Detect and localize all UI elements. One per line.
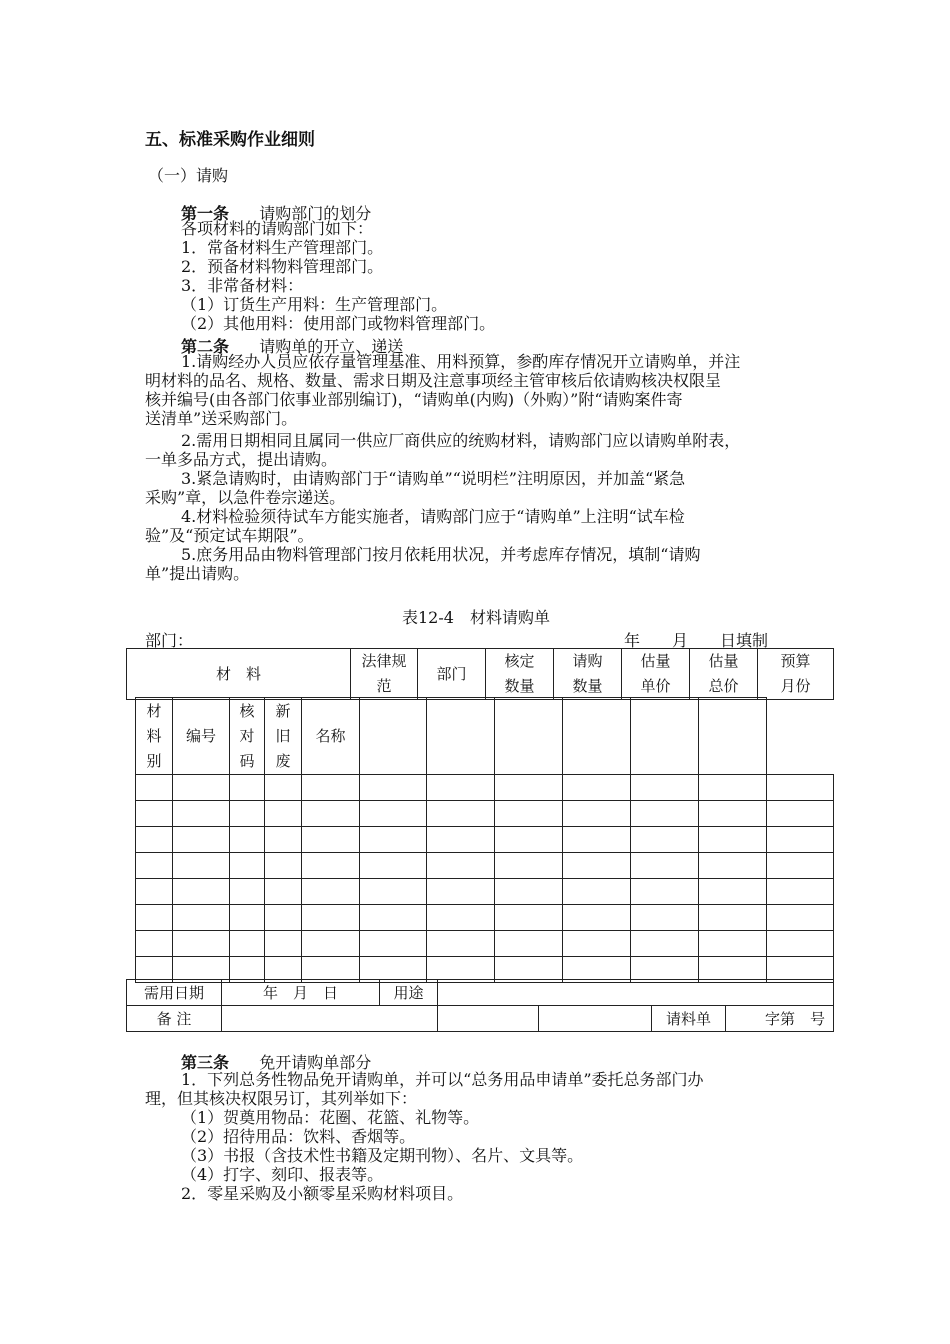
table-cell[interactable] bbox=[767, 698, 834, 775]
table-cell[interactable] bbox=[495, 879, 563, 905]
table-cell[interactable] bbox=[699, 879, 767, 905]
header-dept: 部门 bbox=[418, 649, 486, 700]
article-3-line: （4）打字、刻印、报表等。 bbox=[181, 1165, 384, 1184]
table-cell[interactable] bbox=[230, 905, 265, 931]
table-cell[interactable] bbox=[631, 853, 699, 879]
table-cell[interactable] bbox=[767, 827, 834, 853]
table-cell[interactable] bbox=[265, 905, 302, 931]
table-cell[interactable] bbox=[767, 775, 834, 801]
form-body-table bbox=[135, 697, 834, 983]
table-cell[interactable] bbox=[427, 698, 495, 775]
subsection-title: （一）请购 bbox=[148, 166, 229, 185]
table-cell[interactable] bbox=[136, 905, 173, 931]
table-cell[interactable] bbox=[173, 853, 230, 879]
table-cell[interactable] bbox=[360, 827, 427, 853]
table-cell[interactable] bbox=[495, 801, 563, 827]
article-2-line: 1.请购经办人员应依存量管理基准、用料预算，参酌库存情况开立请购单，并注 bbox=[181, 352, 741, 371]
table-cell[interactable] bbox=[631, 801, 699, 827]
article-1-title: 第一条 bbox=[181, 204, 230, 223]
table-cell[interactable] bbox=[563, 905, 631, 931]
table-row bbox=[136, 801, 834, 827]
table-cell[interactable] bbox=[563, 879, 631, 905]
table-cell[interactable] bbox=[173, 827, 230, 853]
article-3-line: （3）书报（含技术性书籍及定期刊物）、名片、文具等。 bbox=[181, 1146, 584, 1165]
table-cell[interactable] bbox=[173, 775, 230, 801]
table-cell[interactable] bbox=[230, 853, 265, 879]
table-cell[interactable] bbox=[495, 698, 563, 775]
article-1-line: （1）订货生产用料：生产管理部门。 bbox=[181, 295, 448, 314]
purpose-label: 用途 bbox=[380, 980, 438, 1006]
table-cell[interactable] bbox=[360, 931, 427, 957]
table-cell[interactable] bbox=[767, 905, 834, 931]
subheader-check-code: 核 对 码 bbox=[230, 698, 265, 775]
table-cell[interactable] bbox=[699, 827, 767, 853]
form-caption: 表12-4 材料请购单 bbox=[402, 608, 550, 627]
table-cell[interactable] bbox=[230, 827, 265, 853]
purpose-field[interactable] bbox=[438, 980, 834, 1006]
table-cell[interactable] bbox=[265, 801, 302, 827]
table-cell[interactable] bbox=[495, 931, 563, 957]
header-budget-month: 预算 月份 bbox=[758, 649, 834, 700]
table-cell[interactable] bbox=[360, 853, 427, 879]
table-cell[interactable] bbox=[230, 801, 265, 827]
table-cell[interactable] bbox=[136, 931, 173, 957]
table-cell[interactable] bbox=[699, 775, 767, 801]
table-cell[interactable] bbox=[631, 905, 699, 931]
section-title: 五、标准采购作业细则 bbox=[145, 130, 315, 150]
table-cell[interactable] bbox=[699, 698, 767, 775]
article-3-line: （2）招待用品：饮料、香烟等。 bbox=[181, 1127, 416, 1146]
need-date-label: 需用日期 bbox=[127, 980, 222, 1006]
table-cell[interactable] bbox=[631, 775, 699, 801]
table-cell[interactable] bbox=[427, 775, 495, 801]
table-cell[interactable] bbox=[495, 853, 563, 879]
article-2-line: 5.庶务用品由物料管理部门按月依耗用状况，并考虑库存情况，填制“请购 bbox=[181, 545, 701, 564]
remarks-field[interactable] bbox=[222, 1006, 438, 1032]
table-cell[interactable] bbox=[302, 905, 360, 931]
form-dept-label: 部门： bbox=[145, 631, 194, 650]
article-3-title: 第三条 bbox=[181, 1053, 230, 1072]
table-cell[interactable] bbox=[495, 905, 563, 931]
table-cell[interactable] bbox=[302, 775, 360, 801]
article-2-line: 送清单”送采购部门。 bbox=[145, 409, 298, 428]
table-cell[interactable] bbox=[173, 801, 230, 827]
article-1-line: （2）其他用料：使用部门或物料管理部门。 bbox=[181, 314, 496, 333]
table-cell[interactable] bbox=[302, 853, 360, 879]
table-cell[interactable] bbox=[265, 853, 302, 879]
table-cell[interactable] bbox=[302, 879, 360, 905]
table-cell[interactable] bbox=[265, 827, 302, 853]
table-cell[interactable] bbox=[563, 931, 631, 957]
subheader-code: 编号 bbox=[173, 698, 230, 775]
header-material: 材 料 bbox=[127, 649, 351, 700]
table-row bbox=[136, 827, 834, 853]
article-1-line: 2．预备材料物料管理部门。 bbox=[181, 257, 384, 276]
table-cell[interactable] bbox=[427, 879, 495, 905]
table-cell[interactable] bbox=[495, 827, 563, 853]
table-cell[interactable] bbox=[173, 905, 230, 931]
article-3-line: 2．零星采购及小额零星采购材料项目。 bbox=[181, 1184, 464, 1203]
table-cell[interactable] bbox=[631, 879, 699, 905]
subheader-condition: 新 旧 废 bbox=[265, 698, 302, 775]
table-cell[interactable] bbox=[265, 879, 302, 905]
table-row bbox=[136, 853, 834, 879]
table-cell[interactable] bbox=[427, 905, 495, 931]
header-approved-qty: 核定 数量 bbox=[486, 649, 554, 700]
form-header-table bbox=[126, 648, 834, 700]
table-cell[interactable] bbox=[173, 879, 230, 905]
table-cell[interactable] bbox=[631, 827, 699, 853]
table-cell[interactable] bbox=[563, 801, 631, 827]
form-footer-table bbox=[126, 979, 834, 1032]
req-form-label: 请料单 bbox=[652, 1006, 726, 1032]
table-cell[interactable] bbox=[699, 853, 767, 879]
article-2-line: 验”及“预定试车期限”。 bbox=[145, 526, 314, 545]
table-cell[interactable] bbox=[699, 931, 767, 957]
table-cell[interactable] bbox=[265, 931, 302, 957]
header-request-qty: 请购 数量 bbox=[554, 649, 622, 700]
article-3-line: （1）贺奠用物品：花圈、花篮、礼物等。 bbox=[181, 1108, 480, 1127]
article-2-line: 2.需用日期相同且属同一供应厂商供应的统购材料，请购部门应以请购单附表， bbox=[181, 431, 741, 450]
article-3-line: 理，但其核决权限另订，其列举如下： bbox=[145, 1089, 418, 1108]
remarks-label: 备 注 bbox=[127, 1006, 222, 1032]
table-cell[interactable] bbox=[563, 775, 631, 801]
table-cell[interactable] bbox=[427, 931, 495, 957]
article-2-line: 一单多品方式，提出请购。 bbox=[145, 450, 338, 469]
article-2-line: 单”提出请购。 bbox=[145, 564, 250, 583]
article-1-line: 1．常备材料生产管理部门。 bbox=[181, 238, 384, 257]
form-date-label: 年 月 日填制 bbox=[624, 631, 769, 650]
table-cell[interactable] bbox=[136, 853, 173, 879]
table-cell[interactable] bbox=[767, 931, 834, 957]
table-cell[interactable] bbox=[360, 879, 427, 905]
table-cell[interactable] bbox=[767, 879, 834, 905]
article-1-line: 3．非常备材料： bbox=[181, 276, 304, 295]
table-cell[interactable] bbox=[427, 827, 495, 853]
table-row bbox=[136, 931, 834, 957]
table-cell[interactable] bbox=[427, 853, 495, 879]
table-cell[interactable] bbox=[302, 827, 360, 853]
table-cell[interactable] bbox=[563, 698, 631, 775]
table-cell[interactable] bbox=[302, 801, 360, 827]
table-row bbox=[136, 879, 834, 905]
article-3-line: 1．下列总务性物品免开请购单，并可以“总务用品申请单”委托总务部门办 bbox=[181, 1070, 704, 1089]
table-cell[interactable] bbox=[230, 879, 265, 905]
article-1-line: 各项材料的请购部门如下： bbox=[181, 219, 374, 238]
article-2-line: 核并编号(由各部门依事业部别编订)，“请购单(内购)（外购）”附“请购案件寄 bbox=[145, 390, 683, 409]
table-cell[interactable] bbox=[767, 853, 834, 879]
table-cell[interactable] bbox=[699, 905, 767, 931]
subheader-category: 材 料 别 bbox=[136, 698, 173, 775]
table-cell[interactable] bbox=[631, 698, 699, 775]
table-cell[interactable] bbox=[699, 801, 767, 827]
header-est-total-price: 估量 总价 bbox=[690, 649, 758, 700]
table-cell[interactable] bbox=[360, 775, 427, 801]
table-cell[interactable] bbox=[563, 827, 631, 853]
article-3-subtitle: 免开请购单部分 bbox=[259, 1053, 372, 1072]
table-cell[interactable] bbox=[495, 775, 563, 801]
table-cell[interactable] bbox=[360, 905, 427, 931]
table-row bbox=[136, 905, 834, 931]
article-2-line: 3.紧急请购时，由请购部门于“请购单”“说明栏”注明原因，并加盖“紧急 bbox=[181, 469, 686, 488]
table-cell[interactable] bbox=[563, 853, 631, 879]
article-2-subtitle: 请购单的开立、递送 bbox=[259, 337, 404, 356]
table-row bbox=[136, 775, 834, 801]
need-date-value[interactable]: 年 月 日 bbox=[222, 980, 380, 1006]
table-cell[interactable] bbox=[302, 931, 360, 957]
table-cell[interactable] bbox=[265, 775, 302, 801]
table-cell[interactable] bbox=[360, 698, 427, 775]
table-cell[interactable] bbox=[136, 827, 173, 853]
article-2-line: 采购”章，以急件卷宗递送。 bbox=[145, 488, 346, 507]
remarks-field[interactable] bbox=[539, 1006, 652, 1032]
table-cell[interactable] bbox=[631, 931, 699, 957]
table-cell[interactable] bbox=[360, 801, 427, 827]
article-2-title: 第二条 bbox=[181, 337, 230, 356]
table-cell[interactable] bbox=[767, 801, 834, 827]
table-cell[interactable] bbox=[136, 775, 173, 801]
table-cell[interactable] bbox=[230, 931, 265, 957]
table-cell[interactable] bbox=[136, 879, 173, 905]
subheader-name: 名称 bbox=[302, 698, 360, 775]
remarks-field[interactable] bbox=[438, 1006, 539, 1032]
table-cell[interactable] bbox=[230, 775, 265, 801]
article-2-line: 4.材料检验须待试车方能实施者，请购部门应于“请购单”上注明“试车检 bbox=[181, 507, 685, 526]
header-est-unit-price: 估量 单价 bbox=[622, 649, 690, 700]
table-cell[interactable] bbox=[173, 931, 230, 957]
article-2-line: 明材料的品名、规格、数量、需求日期及注意事项经主管审核后依请购核决权限呈 bbox=[145, 371, 722, 390]
table-cell[interactable] bbox=[136, 801, 173, 827]
req-form-number[interactable]: 字第 号 bbox=[726, 1006, 834, 1032]
table-cell[interactable] bbox=[427, 801, 495, 827]
header-spec: 法律规 范 bbox=[351, 649, 418, 700]
article-1-subtitle: 请购部门的划分 bbox=[259, 204, 372, 223]
